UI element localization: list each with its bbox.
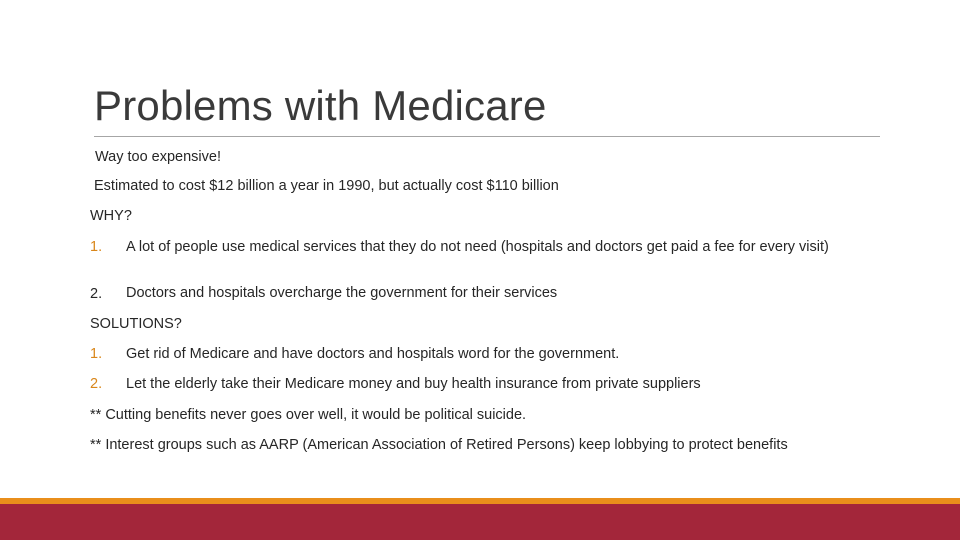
- text-expensive: Way too expensive!: [95, 149, 221, 165]
- solution-item-1-text: Get rid of Medicare and have doctors and hospitals word for the government.: [126, 346, 620, 362]
- text-estimate: Estimated to cost $12 billion a year in 1990, but actually cost $110 billion: [94, 178, 559, 194]
- why-item-2-text: Doctors and hospitals overcharge the government for their services: [126, 285, 558, 301]
- footer-bar: [0, 504, 960, 540]
- why-item-1-text: A lot of people use medical services that they do not need (hospitals and doctors get paid a fee for every visit): [126, 239, 829, 255]
- why-item-1-number: 1.: [90, 239, 103, 255]
- note-cutting-benefits: ** Cutting benefits never goes over well, it would be political suicide.: [90, 407, 527, 423]
- solution-item-2-number: 2.: [90, 376, 103, 392]
- solution-item-2-text: Let the elderly take their Medicare money and buy health insurance from private suppliers: [126, 376, 701, 392]
- why-item-2-number: 2.: [90, 286, 103, 302]
- solutions-heading: SOLUTIONS?: [90, 316, 182, 332]
- solution-item-1-number: 1.: [90, 346, 103, 362]
- title-divider: [94, 136, 880, 137]
- note-interest-groups: ** Interest groups such as AARP (American Association of Retired Persons) keep lobbying to protect benefits: [90, 437, 788, 453]
- why-heading: WHY?: [90, 208, 132, 224]
- slide-title: Problems with Medicare: [94, 82, 547, 129]
